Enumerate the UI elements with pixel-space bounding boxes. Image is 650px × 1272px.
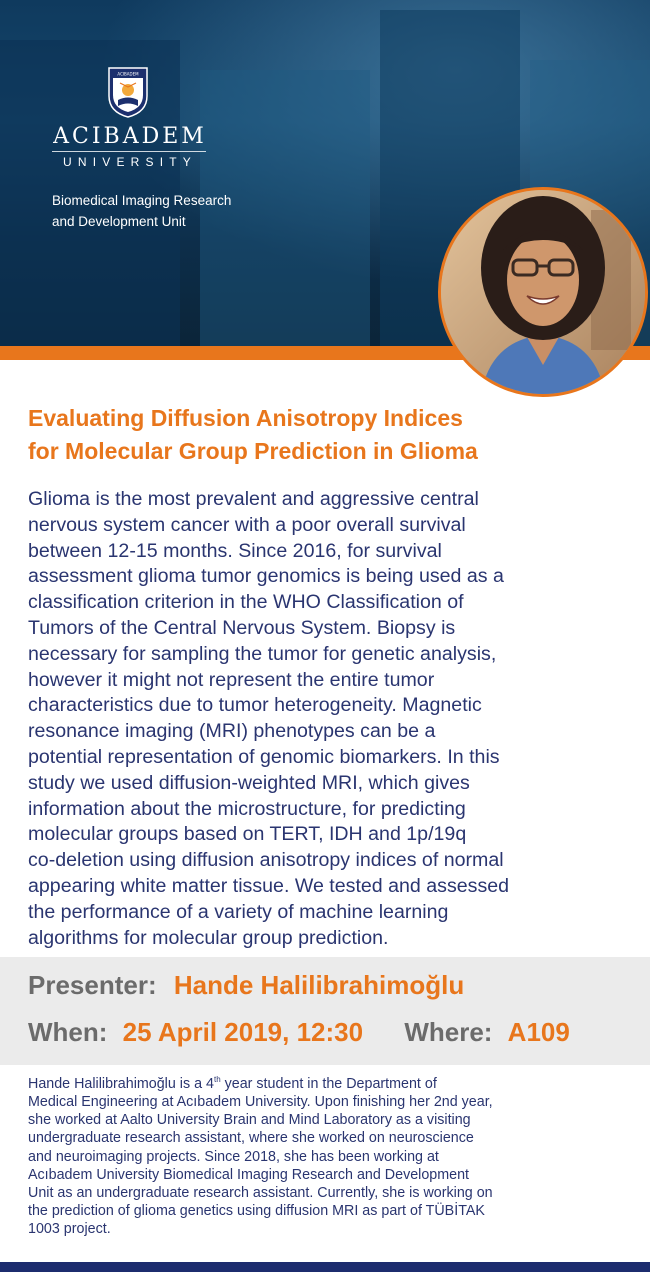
where-label: Where: [404, 1017, 493, 1047]
abstract-line: algorithms for molecular group prediction. [28, 926, 389, 949]
abstract-line: resonance imaging (MRI) phenotypes can be a [28, 720, 436, 743]
university-brand-name: ACIBADEM [53, 124, 207, 149]
bio-line: and neuroimaging projects. Since 2018, she has been working at [28, 1148, 439, 1165]
abstract-line: potential representation of genomic biomarkers. In this [28, 745, 500, 768]
bottom-navy-bar [0, 1262, 650, 1272]
research-unit-name [52, 190, 292, 232]
unit-line: Biomedical Imaging Research [52, 193, 232, 208]
title-line: Evaluating Diffusion Anisotropy Indices [28, 405, 463, 431]
bio-line [28, 1071, 628, 1093]
title-line: for Molecular Group Prediction in Glioma [28, 438, 478, 464]
presenter-bio [28, 1071, 628, 1239]
abstract-line: necessary for sampling the tumor for genetic analysis, [28, 642, 497, 665]
abstract-line: information about the microstructure, for predicting [28, 797, 466, 820]
unit-line: and Development Unit [52, 214, 186, 229]
where-value: A109 [507, 1017, 570, 1047]
university-seal-icon [107, 66, 149, 118]
brand-divider [52, 151, 206, 152]
when-label: When: [28, 1017, 108, 1047]
when-where-row [28, 1017, 570, 1048]
abstract-line: nervous system cancer with a poor overall survival [28, 513, 466, 536]
abstract-line: Tumors of the Central Nervous System. Biopsy is [28, 616, 456, 639]
presenter-portrait-icon [441, 190, 645, 394]
bio-line: the prediction of glioma genetics using diffusion MRI as part of TÜBİTAK [28, 1203, 485, 1220]
abstract-line: the performance of a variety of machine learning [28, 900, 449, 923]
bio-line: Medical Engineering at Acıbadem University. Upon finishing her 2nd year, [28, 1093, 493, 1110]
bio-line: Unit as an undergraduate research assistant. Currently, she is working on [28, 1184, 493, 1201]
abstract-line: classification criterion in the WHO Classification of [28, 591, 464, 614]
abstract-line: Glioma is the most prevalent and aggressive central [28, 488, 479, 510]
abstract-line: characteristics due to tumor heterogeneity. Magnetic [28, 694, 482, 717]
svg-text:ACIBADEM: ACIBADEM [117, 71, 139, 77]
abstract-line: molecular groups based on TERT, IDH and 1p/19q [28, 823, 467, 846]
presenter-name: Hande Halilibrahimoğlu [173, 970, 465, 1000]
bio-line: 1003 project. [28, 1221, 111, 1238]
university-brand-subtitle: UNIVERSITY [62, 155, 197, 169]
bio-text: year student in the Department of [220, 1075, 437, 1092]
abstract-line: assessment glioma tumor genomics is being used as a [28, 565, 504, 588]
bio-text: Hande Halilibrahimoğlu is a 4 [28, 1075, 214, 1092]
bio-line: undergraduate research assistant, where she worked on neuroscience [28, 1130, 474, 1147]
presenter-row [28, 970, 464, 1001]
presenter-label: Presenter: [28, 970, 157, 1000]
talk-abstract [28, 487, 628, 951]
abstract-line: however it might not represent the entire tumor [28, 668, 435, 691]
abstract-line: between 12-15 months. Since 2016, for survival [28, 539, 442, 562]
talk-title [28, 402, 628, 468]
presenter-photo [438, 187, 648, 397]
abstract-line: appearing white matter tissue. We tested and assessed [28, 874, 510, 897]
abstract-line: study we used diffusion-weighted MRI, which gives [28, 771, 470, 794]
bio-ordinal: th [213, 1075, 221, 1084]
when-value: 25 April 2019, 12:30 [122, 1017, 364, 1047]
bio-line: Acıbadem University Biomedical Imaging Research and Development [28, 1166, 470, 1183]
abstract-line: co-deletion using diffusion anisotropy indices of normal [28, 849, 504, 872]
bio-line: she worked at Aalto University Brain and Mind Laboratory as a visiting [28, 1112, 471, 1129]
